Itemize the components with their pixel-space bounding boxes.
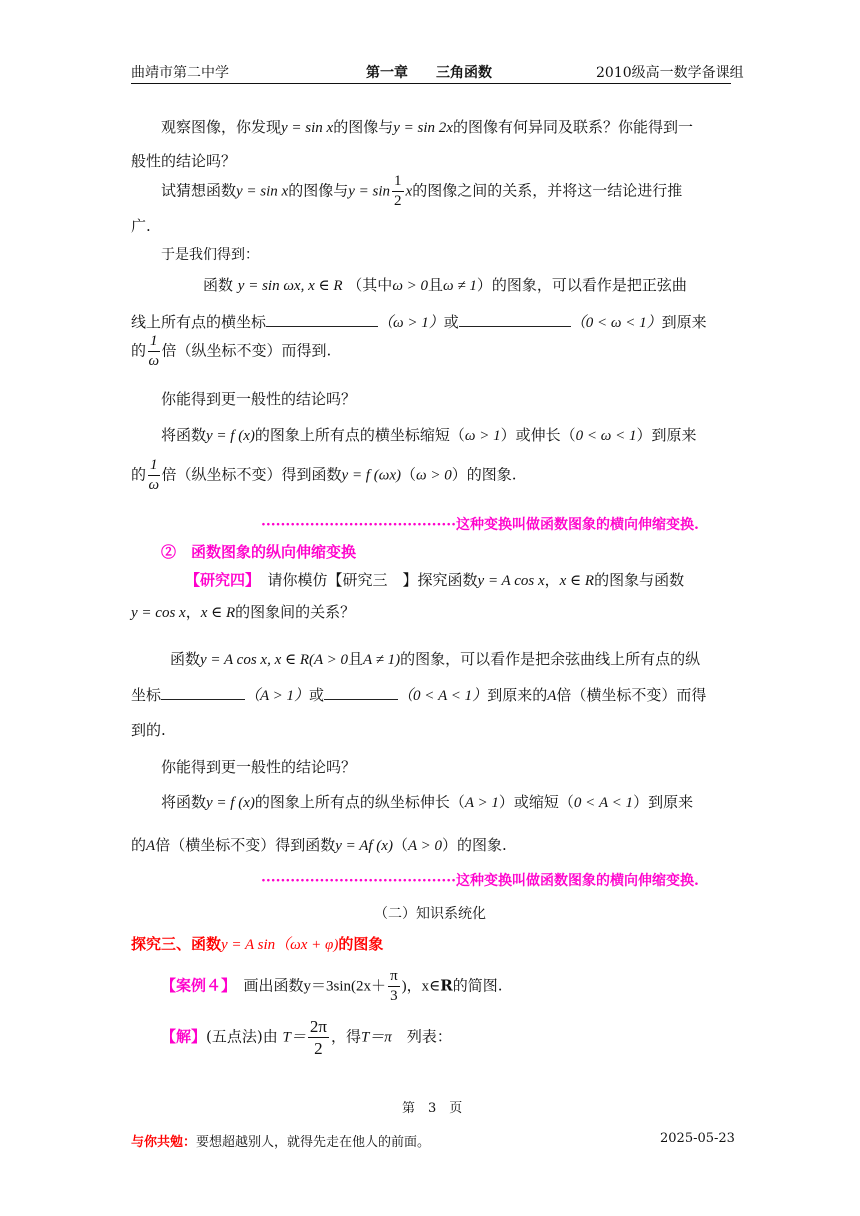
text: 的图像有何异同及联系？你能得到一 (452, 118, 693, 136)
formula: y = f (x) (206, 428, 255, 444)
text: ）的图象，可以看作是把正弦曲 (476, 276, 687, 294)
formula: y = A sin（ωx + φ) (221, 937, 339, 953)
text: ）到原来 (636, 426, 697, 444)
paragraph-general-q1: 你能得到更一般性的结论吗？ (161, 390, 357, 408)
fraction (392, 174, 404, 209)
formula: （ω > 1） (378, 315, 444, 331)
paragraph-general-2-cont (131, 834, 507, 855)
formula: （A > 1） (245, 688, 310, 704)
fraction-denominator: 2 (394, 193, 402, 209)
solution-line (161, 1018, 452, 1057)
text: ）或伸长（ (500, 426, 576, 444)
paragraph-general-2 (161, 791, 693, 812)
page-number: 第 3 页 (402, 1101, 463, 1116)
formula: y = cos x (131, 605, 186, 621)
text: 的图象与函数 (594, 571, 685, 589)
study4-tag: 【研究四】 (185, 571, 253, 589)
paragraph-cosine (170, 648, 700, 669)
header-center: 第一章 三角函数 (366, 65, 492, 81)
fraction-numerator: 1 (148, 458, 160, 476)
text: 的 (131, 465, 147, 484)
formula: 0 < A < 1 (573, 795, 634, 811)
formula: y = sin (348, 183, 391, 200)
formula: x ∈ R (559, 573, 595, 589)
paragraph-general-1 (161, 424, 696, 445)
paragraph-guess (161, 174, 682, 209)
text: 的简图. (452, 976, 503, 995)
paragraph-conclusion-line2 (131, 311, 707, 332)
formula: y = A cos x (477, 573, 545, 589)
formula: y = Af (x) (335, 838, 393, 854)
text: 的图象上所有点的纵坐标伸长（ (254, 793, 465, 811)
formula: （0 < ω < 1） (570, 315, 662, 331)
text: 观察图像，你发现 (161, 118, 282, 136)
text: ， (544, 571, 560, 589)
fraction-denominator: 2 (314, 1039, 323, 1058)
paragraph-so: 于是我们得到： (161, 247, 259, 263)
paragraph-guess-cont: 广. (131, 217, 151, 235)
text: 的 (131, 341, 147, 360)
paragraph-conclusion-line3 (131, 334, 331, 369)
formula-bold-r: R (440, 976, 453, 995)
blank-fill-1[interactable] (266, 312, 378, 327)
text: 到原来 (661, 313, 707, 331)
text: 的图象 (338, 935, 384, 953)
text: 的图象间的关系？ (235, 603, 356, 621)
text: 且 (348, 650, 364, 668)
footer-motto (131, 1131, 430, 1150)
blank-fill-3[interactable] (161, 685, 245, 700)
header-right: 2010级高一数学备课组 (596, 65, 744, 81)
footer-date: 2025-05-23 (660, 1131, 735, 1146)
formula: )，x∈ (401, 978, 441, 995)
section-explore3 (131, 933, 383, 954)
text: （ (392, 836, 408, 854)
section-vertical-stretch: ② 函数图象的纵向伸缩变换 (161, 543, 357, 561)
text: 的图像与 (333, 118, 394, 136)
text: （其中 (347, 276, 393, 294)
fraction (148, 458, 160, 493)
text: 画出函数 (243, 976, 304, 995)
formula: y = sin 2x (393, 120, 453, 136)
paragraph-study4 (185, 569, 684, 590)
formula: y = sin ωx, x ∈ R (237, 278, 343, 294)
note-horizontal-stretch-2: ········································这种变换叫做函数图象的横向伸缩变换. (261, 873, 699, 889)
blank-fill-4[interactable] (324, 685, 398, 700)
formula: T＝ (282, 1029, 306, 1046)
paragraph-cosine-line3: 到的. (131, 721, 166, 739)
formula: A ≠ 1) (363, 652, 401, 668)
fraction-numerator: 1 (392, 174, 404, 192)
text: 探究三、函数 (131, 935, 222, 953)
blank-fill-2[interactable] (459, 312, 571, 327)
text: ，得 (330, 1027, 361, 1046)
text: 的图象，可以看作是把余弦曲线上所有点的纵 (400, 650, 701, 668)
text: ）或缩短（ (498, 793, 574, 811)
formula: y = sin x (281, 120, 334, 136)
motto-label: 与你共勉： (131, 1135, 197, 1150)
text: 线上所有点的横坐标 (131, 313, 267, 331)
text: 或 (309, 686, 325, 704)
fraction (388, 969, 400, 1004)
formula: A (146, 838, 156, 854)
fraction (308, 1018, 329, 1057)
formula: y = f (ωx) (341, 467, 401, 484)
section-knowledge: （二）知识系统化 (374, 906, 486, 922)
solution-tag: 【解】 (161, 1027, 207, 1046)
formula: x (405, 183, 413, 200)
fraction-numerator: π (388, 969, 400, 987)
text: 倍（横坐标不变）而得 (556, 686, 707, 704)
formula: x ∈ R (200, 605, 236, 621)
text: 的图象上所有点的横坐标缩短（ (254, 426, 465, 444)
note-horizontal-stretch: ········································这种变换叫做函数图象的横向伸缩变换. (261, 517, 699, 533)
fraction-denominator: ω (148, 353, 160, 369)
fraction-denominator: 3 (390, 988, 398, 1004)
case4-line (161, 969, 503, 1004)
formula: A > 1 (464, 795, 499, 811)
text: 将函数 (161, 426, 207, 444)
motto-text: 要想超越别人，就得先走在他人的前面。 (196, 1135, 431, 1150)
fraction-denominator: ω (148, 477, 160, 493)
fraction-numerator: 1 (148, 334, 160, 352)
formula: ω > 0 (392, 278, 429, 294)
text: ）的图象. (451, 465, 517, 484)
text: 的图像与 (288, 181, 349, 200)
formula: T＝π (360, 1029, 392, 1046)
paragraph-observe (161, 116, 693, 137)
text: （ (400, 465, 416, 484)
fraction-numerator: 2π (309, 1017, 327, 1036)
text: 倍（纵坐标不变）得到函数 (161, 465, 342, 484)
text: 函数 (203, 276, 234, 294)
text: (五点法)由 (206, 1027, 278, 1046)
paragraph-general-q2: 你能得到更一般性的结论吗？ (161, 758, 357, 776)
text: 且 (428, 276, 444, 294)
text: 试猜想函数 (161, 181, 237, 200)
formula: y = sin x (236, 183, 289, 200)
formula: 0 < ω < 1 (575, 428, 637, 444)
case4-tag: 【案例４】 (161, 976, 229, 995)
formula: A > 0 (407, 838, 442, 854)
text: 倍（纵坐标不变）而得到. (161, 341, 332, 360)
paragraph-conclusion (203, 274, 687, 295)
formula: ω > 1 (464, 428, 501, 444)
fraction (148, 334, 160, 369)
text: 倍（横坐标不变）得到函数 (155, 836, 336, 854)
formula: A (547, 688, 557, 704)
paragraph-general-1-cont (131, 458, 516, 493)
text: 函数 (170, 650, 201, 668)
formula: y = A cos x, x ∈ R(A > 0 (200, 652, 349, 668)
text: 的图像之间的关系，并将这一结论进行推 (412, 181, 683, 200)
text: 列表： (406, 1027, 452, 1046)
text: 或 (443, 313, 459, 331)
header-left: 曲靖市第二中学 (131, 65, 229, 81)
header-divider (131, 83, 731, 84)
paragraph-cosine-line2 (131, 684, 706, 705)
formula: （0 < A < 1） (398, 688, 488, 704)
formula: ω > 0 (415, 467, 452, 484)
paragraph-study4-cont (131, 601, 355, 622)
text: 坐标 (131, 686, 162, 704)
text: 的 (131, 836, 147, 854)
formula: ω ≠ 1 (443, 278, 477, 294)
text: 到原来的 (487, 686, 548, 704)
text: 将函数 (161, 793, 207, 811)
formula: y＝3sin(2x＋ (303, 978, 387, 995)
formula: y = f (x) (206, 795, 255, 811)
text: ）的图象. (441, 836, 507, 854)
text: 请你模仿【研究三 】探究函数 (267, 571, 478, 589)
text: ， (185, 603, 201, 621)
text: ）到原来 (633, 793, 694, 811)
paragraph-observe-cont: 般性的结论吗？ (131, 152, 237, 170)
